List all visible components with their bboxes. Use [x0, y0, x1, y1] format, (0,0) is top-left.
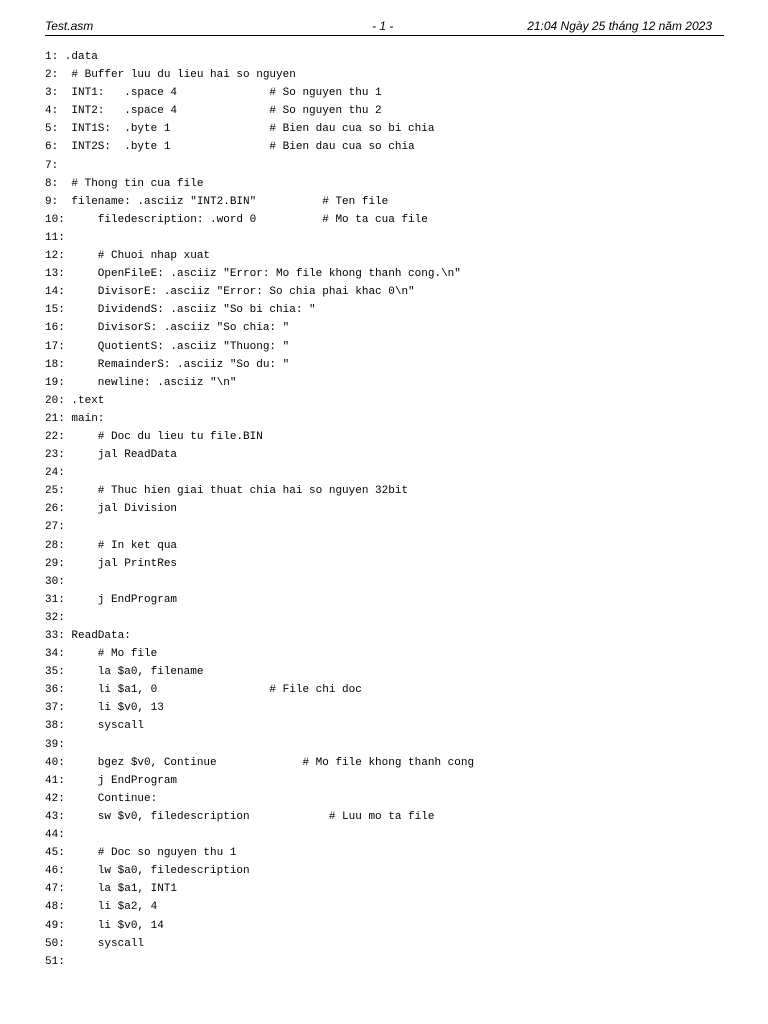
code-line: 25: # Thuc hien giai thuat chia hai so nguyen 32bit	[45, 485, 409, 498]
code-line: 17: QuotientS: .asciiz "Thuong: "	[45, 340, 290, 353]
code-line: 10: filedescription: .word 0 # Mo ta cua file	[45, 213, 428, 226]
code-line: 35: la $a0, filename	[45, 666, 204, 679]
code-line: 50: syscall	[45, 937, 145, 950]
code-line: 29: jal PrintRes	[45, 557, 178, 570]
code-line: 43: sw $v0, filedescription # Luu mo ta file	[45, 810, 435, 823]
print-timestamp: 21:04 Ngày 25 tháng 12 năm 2023	[527, 19, 712, 33]
code-line: 38: syscall	[45, 720, 145, 733]
code-line: 22: # Doc du lieu tu file.BIN	[45, 430, 263, 443]
code-line: 37: li $v0, 13	[45, 702, 164, 715]
code-line: 18: RemainderS: .asciiz "So du: "	[45, 358, 290, 371]
code-line: 7:	[45, 159, 59, 172]
code-line: 45: # Doc so nguyen thu 1	[45, 847, 237, 860]
code-line: 5: INT1S: .byte 1 # Bien dau cua so bi chia	[45, 123, 435, 136]
code-line: 19: newline: .asciiz "\n"	[45, 376, 237, 389]
code-line: 9: filename: .asciiz "INT2.BIN" # Ten file	[45, 195, 389, 208]
code-line: 39:	[45, 738, 65, 751]
code-line: 32:	[45, 611, 65, 624]
code-line: 48: li $a2, 4	[45, 901, 158, 914]
code-line: 6: INT2S: .byte 1 # Bien dau cua so chia	[45, 141, 415, 154]
code-line: 1: .data	[45, 51, 98, 63]
code-line: 11:	[45, 231, 65, 244]
file-name: Test.asm	[45, 19, 94, 33]
code-line: 4: INT2: .space 4 # So nguyen thu 2	[45, 105, 382, 118]
code-line: 31: j EndProgram	[45, 593, 178, 606]
code-line: 30:	[45, 575, 65, 588]
code-line: 20: .text	[45, 394, 105, 407]
code-line: 14: DivisorE: .asciiz "Error: So chia phai khac 0\n"	[45, 286, 415, 299]
page-number: - 1 -	[372, 19, 394, 33]
code-line: 27:	[45, 521, 65, 534]
code-line: 8: # Thong tin cua file	[45, 177, 204, 190]
code-line: 47: la $a1, INT1	[45, 883, 178, 896]
code-line: 16: DivisorS: .asciiz "So chia: "	[45, 322, 290, 335]
code-line: 33: ReadData:	[45, 630, 131, 642]
code-line: 3: INT1: .space 4 # So nguyen thu 1	[45, 87, 382, 100]
code-line: 12: # Chuoi nhap xuat	[45, 250, 211, 263]
code-line: 2: # Buffer luu du lieu hai so nguyen	[45, 69, 296, 82]
code-line: 49: li $v0, 14	[45, 919, 164, 932]
code-listing	[45, 48, 735, 971]
code-line: 26: jal Division	[45, 503, 178, 516]
code-line: 51:	[45, 955, 65, 968]
code-line: 13: OpenFileE: .asciiz "Error: Mo file khong thanh cong.\n"	[45, 268, 461, 281]
code-line: 24:	[45, 467, 65, 480]
code-line: 46: lw $a0, filedescription	[45, 865, 250, 878]
code-line: 15: DividendS: .asciiz "So bi chia: "	[45, 304, 316, 317]
page-header	[45, 17, 724, 36]
code-line: 23: jal ReadData	[45, 449, 178, 462]
code-line: 44:	[45, 829, 65, 842]
code-line: 36: li $a1, 0 # File chi doc	[45, 684, 362, 697]
code-line: 40: bgez $v0, Continue # Mo file khong thanh cong	[45, 756, 475, 769]
code-line: 42: Continue:	[45, 792, 158, 805]
code-line: 28: # In ket qua	[45, 539, 178, 552]
code-line: 21: main:	[45, 412, 105, 425]
code-line: 34: # Mo file	[45, 648, 158, 661]
code-line: 41: j EndProgram	[45, 774, 178, 787]
